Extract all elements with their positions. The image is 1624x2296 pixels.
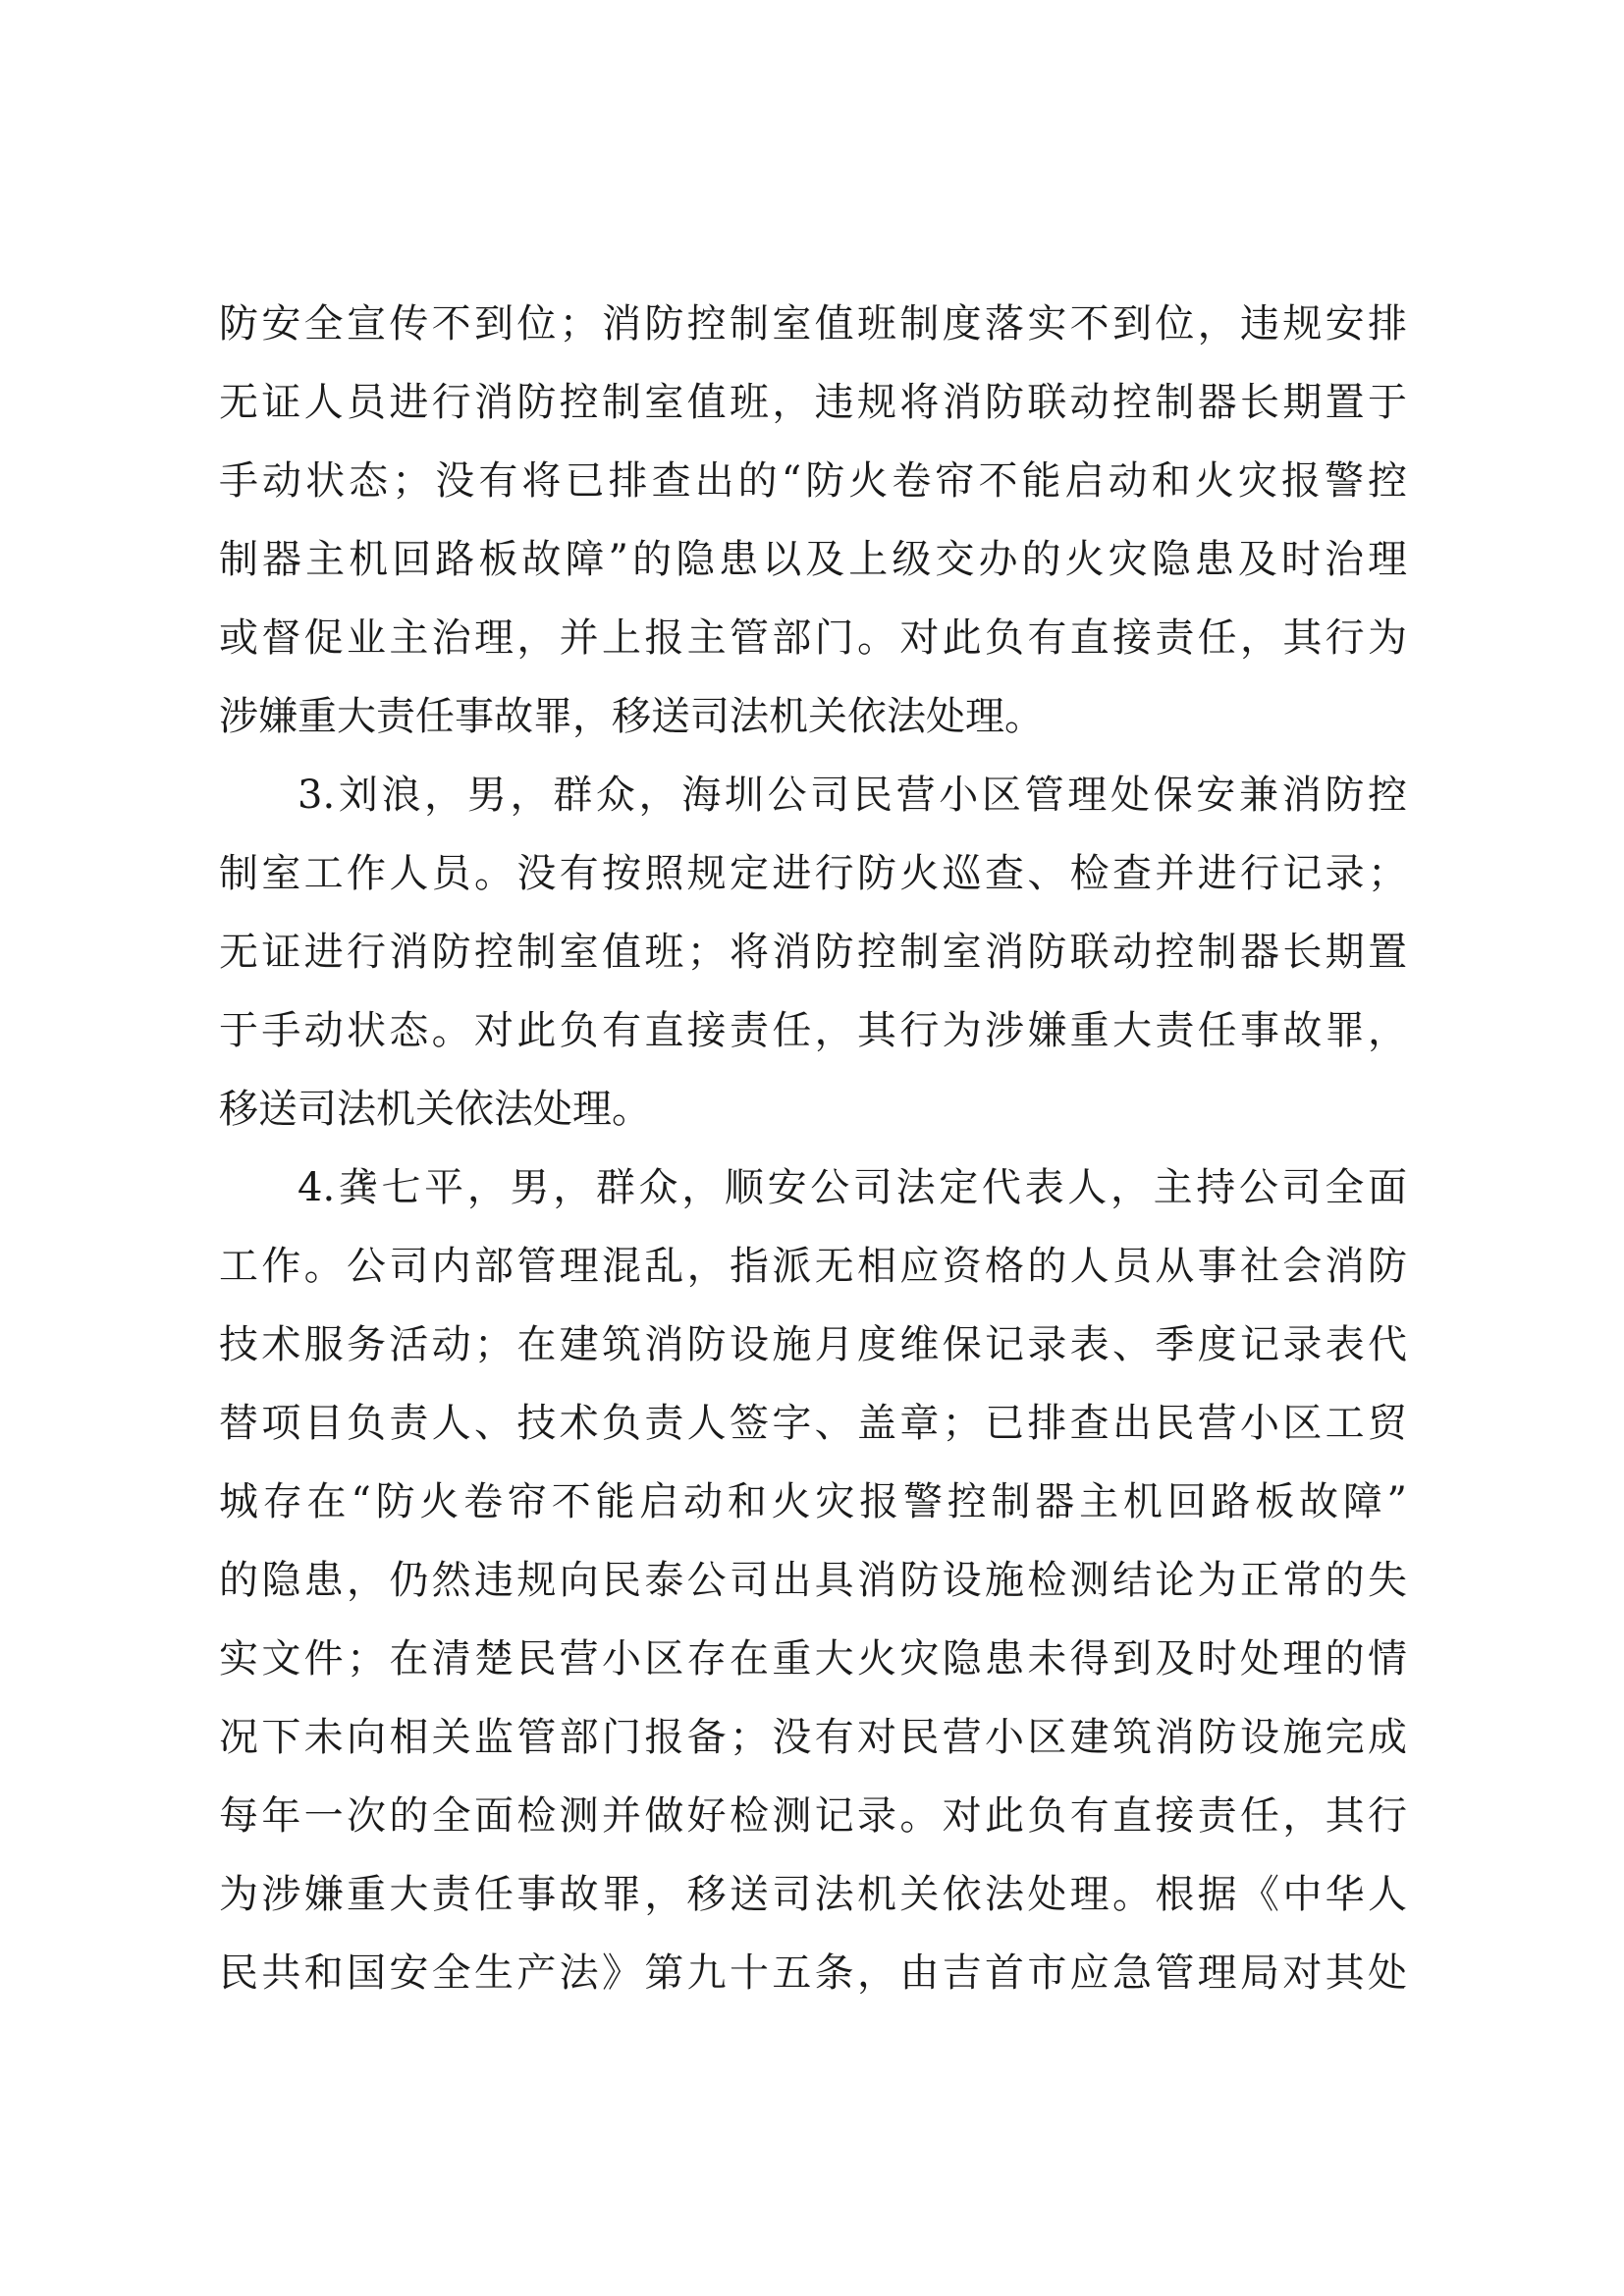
text-line: 涉嫌重大责任事故罪，移送司法机关依法处理。	[219, 694, 1044, 739]
text-line: 的隐患，仍然违规向民泰公司出具消防设施检测结论为正常的失	[219, 1558, 1407, 1603]
text-line: 无证进行消防控制室值班；将消防控制室消防联动控制器长期置	[219, 930, 1407, 975]
paragraph-2	[219, 756, 1407, 1148]
text-line: 防安全宣传不到位；消防控制室值班制度落实不到位，违规安排	[219, 301, 1407, 347]
text-line: 或督促业主治理，并上报主管部门。对此负有直接责任，其行为	[219, 615, 1407, 661]
text-line: 3.刘浪，男，群众，海圳公司民营小区管理处保安兼消防控	[298, 773, 1407, 818]
text-line: 制室工作人员。没有按照规定进行防火巡查、检查并进行记录；	[219, 851, 1407, 896]
paragraph-3	[219, 1148, 1407, 2012]
text-line: 民共和国安全生产法》第九十五条，由吉首市应急管理局对其处	[219, 1950, 1407, 1996]
text-line: 实文件；在清楚民营小区存在重大火灾隐患未得到及时处理的情	[219, 1636, 1407, 1682]
text-line: 工作。公司内部管理混乱，指派无相应资格的人员从事社会消防	[219, 1244, 1407, 1289]
document-body	[219, 285, 1407, 2012]
text-line: 手动状态；没有将已排查出的“防火卷帘不能启动和火灾报警控	[219, 458, 1407, 504]
text-line: 于手动状态。对此负有直接责任，其行为涉嫌重大责任事故罪，	[219, 1008, 1407, 1053]
text-line: 无证人员进行消防控制室值班，违规将消防联动控制器长期置于	[219, 380, 1407, 425]
text-line: 况下未向相关监管部门报备；没有对民营小区建筑消防设施完成	[219, 1715, 1407, 1760]
text-line: 4.龚七平，男，群众，顺安公司法定代表人，主持公司全面	[298, 1165, 1407, 1210]
text-line: 制器主机回路板故障”的隐患以及上级交办的火灾隐患及时治理	[219, 537, 1407, 582]
text-line: 每年一次的全面检测并做好检测记录。对此负有直接责任，其行	[219, 1793, 1407, 1839]
paragraph-1	[219, 285, 1407, 756]
text-line: 移送司法机关依法处理。	[219, 1087, 651, 1132]
text-line: 技术服务活动；在建筑消防设施月度维保记录表、季度记录表代	[219, 1322, 1407, 1367]
text-line: 为涉嫌重大责任事故罪，移送司法机关依法处理。根据《中华人	[219, 1872, 1407, 1917]
text-line: 城存在“防火卷帘不能启动和火灾报警控制器主机回路板故障”	[219, 1479, 1407, 1524]
text-line: 替项目负责人、技术负责人签字、盖章；已排查出民营小区工贸	[219, 1401, 1407, 1446]
